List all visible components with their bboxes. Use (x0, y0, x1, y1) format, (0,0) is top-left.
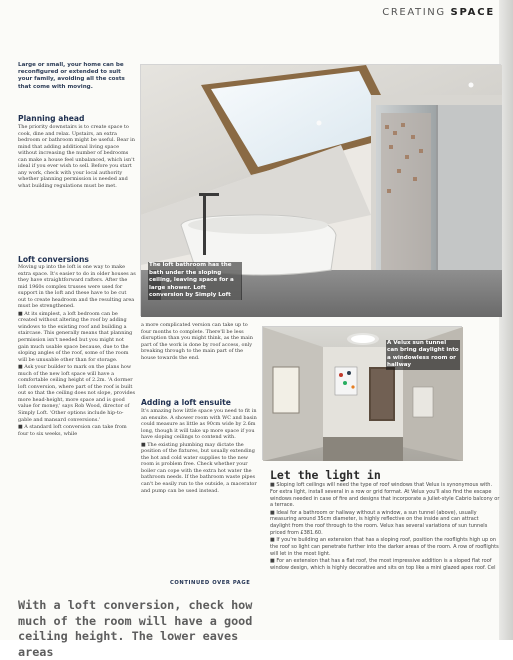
section-header-bold: SPACE (450, 7, 495, 18)
sun-tunnel-photo-caption: A Velux sun tunnel can bring daylight into a windowless room or hallway (387, 340, 459, 369)
pull-quote: With a loft conversion, check how much of the room will have a good ceiling height. The lower eaves areas (18, 598, 253, 659)
heading-loft-conversions: Loft conversions (18, 255, 89, 264)
loft-continuation-paragraph: a more complicated version can take up to four months to complete. There'll be less disruption than you might think, as the main part of the work is done by roof access, only breaking through to the main part of the house towards the end. (141, 322, 253, 361)
loft-body (18, 264, 136, 600)
ensuite-paragraph-1: It's amazing how little space you need to fit in an ensuite. A shower room with WC and basin could measure as little as 90cm wide by 2.6m long, though it will take up more space if you have sloping ceilings to contend with. (141, 408, 257, 441)
intro-standfirst: Large or small, your home can be reconfigured or extended to suit your family, avoiding all the costs that come with moving. (18, 62, 125, 90)
loft-paragraph-1: Moving up into the loft is one way to make extra space. It's easier to do in older houses as they have straightforward rafters. After the mid 1960s complex trusses were used for support in the loft and these have to be cut out to create headroom and the resulting area must be strengthened. (18, 264, 136, 310)
ensuite-paragraph-2: ■ The existing plumbing may dictate the position of the fixtures, but usually extending the hot and cold water supplies to the new room is problem free. Check whether your boiler can cope with the extra hot water the bathroom needs. If the bathroom waste pipes can't be easily run to the outside, a macerator and pump can be used instead. (141, 441, 257, 494)
planning-body (18, 124, 136, 244)
light-paragraph-2: ■ Ideal for a bathroom or hallway without a window, a sun tunnel (above), usually measuring around 35cm diameter, is highly reflective on the inside and can attract daylight from the roof through to the room. Velux has several variations of sun tunnels priced from £381.60. (270, 509, 488, 536)
heading-let-the-light-in: Let the light in (270, 468, 381, 482)
loft-continuation (141, 322, 257, 392)
ensuite-body (141, 408, 257, 580)
continued-over-page: CONTINUED OVER PAGE (170, 580, 251, 586)
loft-paragraph-3: ■ Ask your builder to mark on the plans how much of the new loft space will have a comfortable ceiling height of 2.2m. 'A dormer loft conversion, where part of the roof is built out so that the ceiling does not slope, provides more head-height, more space and is good value for money,' says Rob Wood, director of Simply Loft. 'Other options include hip-to-gable and mansard conversions.' (18, 364, 136, 423)
light-paragraph-3: ■ If you're building an extension that has a sloping roof, position the rooflights high up on the roof so light can penetrate further into the darker areas of the room. A row of rooflights will let in the most light. (270, 537, 499, 557)
planning-paragraph: The priority downstairs is to create space to cook, dine and relax. Upstairs, an extra bedroom or bathroom might be useful. Bear in mind that adding additional living space without increasing the number of bedrooms can make a house feel unbalanced, which isn't ideal if you ever wish to sell. Before you start any work, check with your local authority whether planning permission is needed and what building regulations must be met. (18, 124, 135, 189)
bathroom-photo-caption: The loft bathroom has the bath under the sloping ceiling, leaving space for a large shower. Loft conversion by Simply Loft (148, 262, 242, 300)
light-paragraph-4: ■ For an extension that has a flat roof, the most impressive addition is a sloped flat roof window design, which is highly decorative and sits on top like a mini glazed apex roof. Cel (270, 557, 496, 571)
heading-planning-ahead: Planning ahead (18, 114, 85, 123)
loft-paragraph-4: ■ A standard loft conversion can take from four to six weeks, while (18, 424, 127, 437)
light-body (270, 482, 500, 640)
section-header (382, 7, 495, 18)
heading-adding-loft-ensuite: Adding a loft ensuite (141, 398, 231, 407)
loft-paragraph-2: ■ At its simplest, a loft bedroom can be created without altering the roof by adding windows to the existing roof and building a staircase. This generally means that planning permission isn't needed but you might not gain much usable space because, due to the sloping angles of the roof, some of the room will be unusable other than for storage. (18, 310, 133, 363)
section-header-light: CREATING (382, 7, 451, 18)
light-paragraph-1: ■ Sloping loft ceilings will need the type of roof windows that Velux is synonymous with. For extra light, install several in a row or grid format. At Velux you'll also find the escape windows needed in case of fire and designs that incorporate a Juliet-style Cabrio balcony or a terrace. (270, 482, 500, 509)
